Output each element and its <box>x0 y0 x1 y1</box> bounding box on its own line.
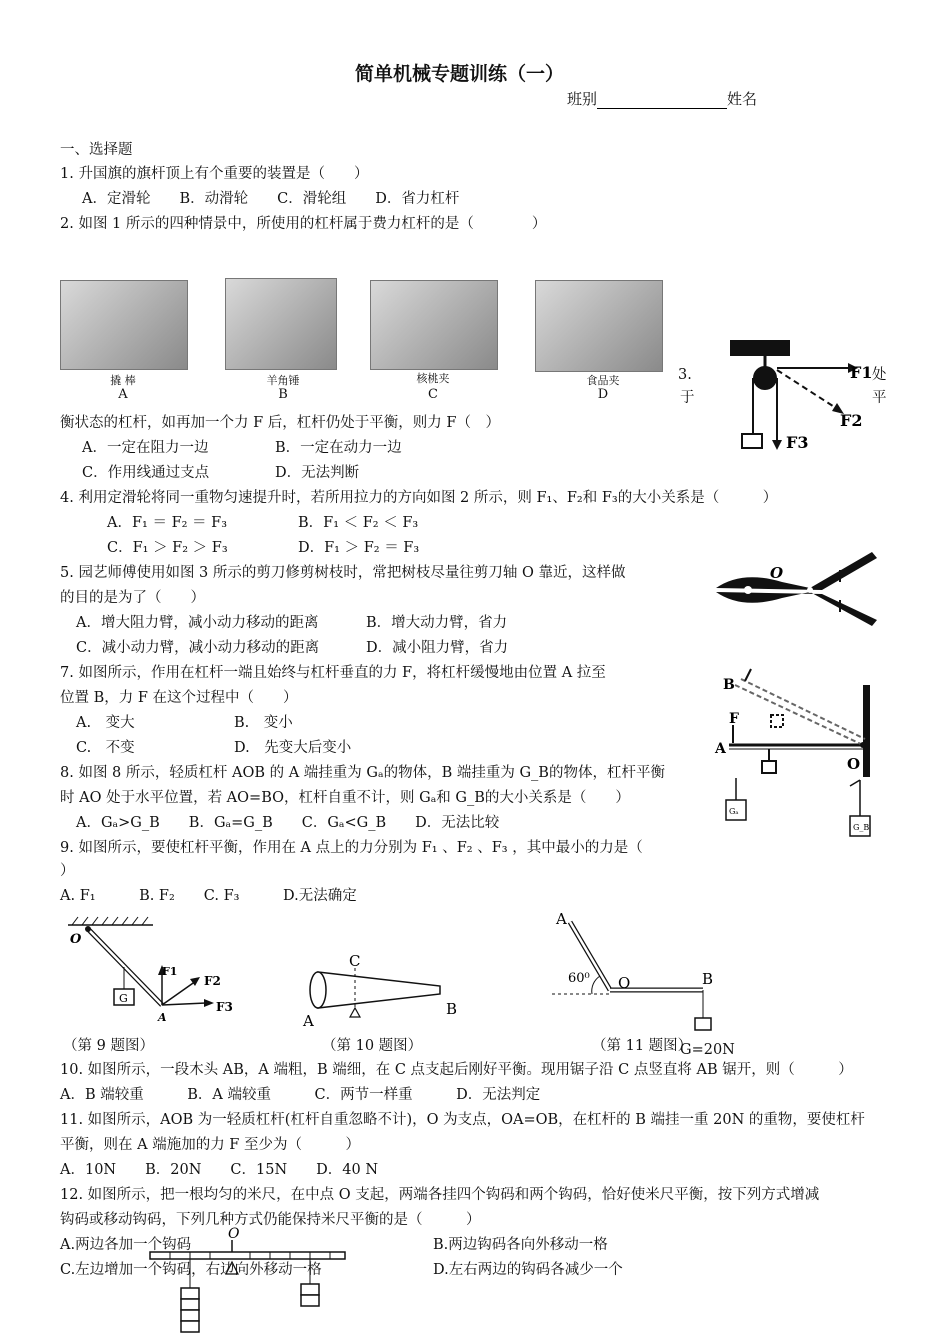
page-title: 简单机械专题训练（一） <box>355 63 565 85</box>
q8-line1: 8. 如图 8 所示，轻质杠杆 AOB 的 A 端挂重为 Gₐ的物体，B 端挂重为 G_B的物体，杠杆平衡 <box>60 765 665 781</box>
fig10-log <box>300 950 470 1035</box>
q3-yu: 于 <box>680 390 695 406</box>
f3-label: F3 <box>786 433 809 452</box>
caption-d: 食品夹 <box>586 374 620 387</box>
q1-stem: 1. 升国旗的旗杆顶上有个重要的装置是（ ） <box>60 166 369 182</box>
name-label: 姓名 <box>727 90 758 108</box>
fig9-g-label: G <box>119 992 128 1005</box>
scissors-o-label: O <box>770 564 784 582</box>
force-f-label: F <box>729 711 739 727</box>
q4-opt-d: D．F₁ ＞ F₂ ＝ F₃ <box>298 540 420 556</box>
fig10-caption: （第 10 题图） <box>322 1038 423 1054</box>
q7-line1: 7. 如图所示，作用在杠杆一端且始终与杠杆垂直的力 F，将杠杆缓慢地由位置 A 拉至 <box>60 665 606 681</box>
pos-a-label: A <box>715 741 726 757</box>
caption-c: 核桃夹 <box>416 372 450 385</box>
q8-options: A．Gₐ>G_B B．Gₐ=G_B C．Gₐ<G_B D．无法比较 <box>76 815 500 831</box>
q5-opt-c: C．减小动力臂，减小动力移动的距离 <box>76 640 320 656</box>
q11-line2: 平衡，则在 A 端施加的力 F 至少为（ ） <box>60 1137 360 1153</box>
fig9-lever <box>58 915 248 1030</box>
q5-opt-b: B．增大动力臂，省力 <box>366 615 508 631</box>
caption-a-letter: A <box>118 387 128 402</box>
q5-opt-a: A．增大阻力臂，减小动力移动的距离 <box>76 615 319 631</box>
q5-line1: 5. 园艺师傅使用如图 3 所示的剪刀修剪树枝时，常把树枝尽量往剪刀轴 O 靠近，这样做 <box>60 565 626 581</box>
q12-opt-a: A.两边各加一个钩码 <box>60 1237 192 1253</box>
q12-opt-d: D.左右两边的钩码各减少一个 <box>433 1262 623 1278</box>
q7-opt-b: B. 变小 <box>234 715 293 731</box>
photo-nutcracker <box>370 280 498 370</box>
q5-opt-d: D．减小阻力臂，省力 <box>366 640 509 656</box>
q4-opt-b: B．F₁ ＜ F₂ ＜ F₃ <box>298 515 419 531</box>
photo-crowbar <box>60 280 188 370</box>
meterstick-o-label: O <box>228 1226 240 1242</box>
scissors-figure <box>712 548 882 633</box>
q1-options: A．定滑轮 B．动滑轮 C．滑轮组 D．省力杠杆 <box>82 191 460 207</box>
fig11-weight-label: G=20N <box>680 1042 735 1058</box>
q7-opt-a: A. 变大 <box>76 715 135 731</box>
fig9-a-label: A <box>158 1011 167 1024</box>
caption-d-letter: D <box>597 387 609 402</box>
q3-tail2: 平 <box>872 390 887 406</box>
class-blank[interactable] <box>597 92 727 109</box>
q4-stem: 4. 利用定滑轮将同一重物匀速提升时，若所用拉力的方向如图 2 所示，则 F₁、F₂和 F₃的大小关系是（ ） <box>60 490 778 506</box>
fig11-o-label: O <box>618 974 631 992</box>
fig11-caption: （第 11 题图） <box>592 1038 693 1054</box>
pivot-o-label: O <box>847 755 861 773</box>
fig9-f1-label: F1 <box>162 965 178 978</box>
weights-figure <box>718 778 888 840</box>
q10-stem: 10. 如图所示，一段木头 AB，A 端粗，B 端细，在 C 点支起后刚好平衡。现用锯子沿 C 点竖直将 AB 锯开，则（ ） <box>60 1062 853 1078</box>
class-label: 班别 <box>567 90 598 108</box>
lever-rotation-figure <box>715 665 885 780</box>
pulley-figure <box>720 338 890 458</box>
weight-gb-label: G_B <box>853 823 870 832</box>
q9-line1: 9. 如图所示，要使杠杆平衡，作用在 A 点上的力分别为 F₁ 、F₂ 、F₃ ，其中最小的力是（ <box>60 840 643 856</box>
q11-options: A．10N B．20N C．15N D．40 N <box>60 1162 379 1178</box>
fig10-c-label: C <box>349 952 361 970</box>
fig9-f2-label: F2 <box>204 974 221 988</box>
fig9-o-label: O <box>70 932 82 947</box>
section-heading: 一、选择题 <box>60 142 133 158</box>
q7-opt-c: C. 不变 <box>76 740 135 756</box>
fig11-a-label: A <box>556 910 567 928</box>
q5-line2: 的目的是为了（ ） <box>60 590 205 606</box>
q12-opt-c: C.左边增加一个钩码，右边向外移动一格 <box>60 1262 322 1278</box>
caption-b-letter: B <box>278 387 288 402</box>
class-field <box>567 89 757 109</box>
q3-opt-a: A．一定在阻力一边 <box>82 440 209 456</box>
caption-c-letter: C <box>428 387 438 402</box>
q4-opt-a: A．F₁ ＝ F₂ ＝ F₃ <box>107 515 228 531</box>
q3-opt-d: D．无法判断 <box>275 465 360 481</box>
f2-label: F2 <box>840 411 863 430</box>
pos-b-label: B <box>723 677 735 693</box>
caption-b: 羊角锤 <box>266 374 300 387</box>
fig11-b-label: B <box>702 970 714 988</box>
photo-claw-hammer <box>225 278 337 370</box>
q3-opt-c: C．作用线通过支点 <box>82 465 210 481</box>
q12-opt-b: B.两边钩码各向外移动一格 <box>433 1237 608 1253</box>
weight-ga-label: Gₐ <box>729 807 739 816</box>
fig11-lever <box>548 908 728 1038</box>
q9-line2: ） <box>60 863 75 879</box>
q8-line2: 时 AO 处于水平位置，若 AO=BO，杠杆自重不计，则 Gₐ和 G_B的大小关系是（ ） <box>60 790 630 806</box>
caption-a: 撬 棒 <box>110 374 136 387</box>
q2-stem: 2. 如图 1 所示的四种情景中，所使用的杠杆属于费力杠杆的是（ ） <box>60 216 547 232</box>
q11-line1: 11. 如图所示，AOB 为一轻质杠杆(杠杆自重忽略不计)，O 为支点，OA=OB，在杠杆的 B 端挂一重 20N 的重物，要使杠杆 <box>60 1112 865 1128</box>
q7-line2: 位置 B，力 F 在这个过程中（ ） <box>60 690 298 706</box>
photo-food-tongs <box>535 280 663 372</box>
fig10-b-label: B <box>446 1000 458 1018</box>
f1-label: F1 <box>850 363 873 382</box>
fig9-f3-label: F3 <box>216 1000 233 1014</box>
q3-number: 3. <box>678 367 692 383</box>
q3-line2: 衡状态的杠杆，如再加一个力 F 后，杠杆仍处于平衡，则力 F（ ） <box>60 415 500 431</box>
q3-opt-b: B．一定在动力一边 <box>275 440 402 456</box>
fig10-a-label: A <box>303 1012 314 1030</box>
q12-line1: 12. 如图所示，把一根均匀的米尺，在中点 O 支起，两端各挂四个钩码和两个钩码，恰好使米尺平衡，按下列方式增减 <box>60 1187 820 1203</box>
q9-options: A. F₁ B. F₂ C. F₃ D.无法确定 <box>60 888 357 904</box>
fig11-angle-label: 60⁰ <box>568 971 590 986</box>
q3-tail1: 处 <box>872 367 887 383</box>
q10-options: A．B 端较重 B．A 端较重 C．两节一样重 D．无法判定 <box>60 1087 541 1103</box>
q12-line2: 钩码或移动钩码，下列几种方式仍能保持米尺平衡的是（ ） <box>60 1212 481 1228</box>
q7-opt-d: D. 先变大后变小 <box>234 740 352 756</box>
q4-opt-c: C．F₁ ＞ F₂ ＞ F₃ <box>107 540 228 556</box>
fig9-caption: （第 9 题图） <box>63 1038 154 1054</box>
